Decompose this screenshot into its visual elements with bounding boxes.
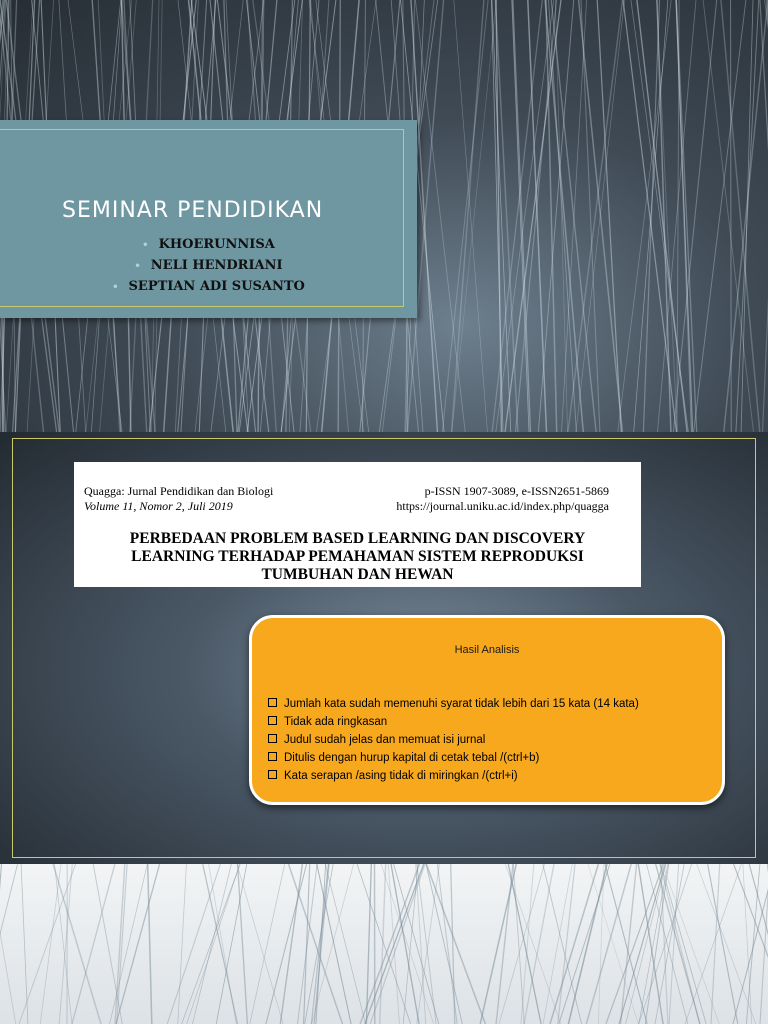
checklist-text: Kata serapan /asing tidak di miringkan /(ctrl+i): [284, 770, 518, 782]
decorative-line: [760, 864, 768, 1024]
decorative-line: [586, 864, 631, 1024]
member-name: KHOERUNNISA: [158, 237, 275, 252]
decorative-line: [492, 0, 542, 432]
decorative-line: [588, 864, 639, 1024]
decorative-line: [721, 0, 760, 432]
bullet-icon: •: [142, 240, 149, 251]
member-name: SEPTIAN ADI SUSANTO: [128, 279, 305, 294]
decorative-line: [116, 864, 160, 1024]
paper-title-line: PERBEDAAN PROBLEM BASED LEARNING DAN DISCOVERY: [129, 530, 586, 547]
decorative-line: [55, 864, 73, 1024]
decorative-line: [639, 864, 668, 1024]
member-item: [0, 234, 417, 255]
decorative-line: [117, 864, 127, 1024]
checkbox-icon: [268, 752, 277, 761]
decorative-line: [178, 864, 187, 1024]
next-slide-preview[interactable]: [0, 864, 768, 1024]
decorative-line: [746, 864, 760, 1024]
decorative-line: [656, 864, 700, 1024]
decorative-line: [280, 864, 302, 1024]
paper-title-line: LEARNING TERHADAP PEMAHAMAN SISTEM REPRODUKSI: [131, 548, 584, 565]
bullet-icon: •: [134, 261, 141, 272]
checkbox-icon: [268, 716, 277, 725]
decorative-line: [657, 0, 671, 432]
decorative-lines: [0, 864, 768, 1024]
decorative-line: [381, 864, 434, 1024]
decorative-line: [505, 864, 561, 1024]
checklist-item: [268, 767, 639, 785]
decorative-line: [524, 864, 554, 1024]
checklist-text: Tidak ada ringkasan: [284, 716, 388, 728]
member-name: NELI HENDRIANI: [150, 258, 283, 273]
decorative-line: [581, 0, 600, 432]
decorative-line: [741, 0, 753, 432]
checkbox-icon: [268, 734, 277, 743]
decorative-line: [452, 0, 497, 432]
decorative-line: [452, 0, 484, 432]
decorative-line: [505, 0, 561, 432]
analysis-slide[interactable]: [0, 432, 768, 864]
member-item: [0, 276, 417, 297]
paper-title-line: TUMBUHAN DAN HEWAN: [261, 566, 454, 583]
checklist-text: Ditulis dengan hurup kapital di cetak tebal /(ctrl+b): [284, 752, 540, 764]
decorative-line: [148, 864, 152, 1024]
decorative-line: [562, 0, 587, 432]
journal-volume: Volume 11, Nomor 2, Juli 2019: [84, 499, 233, 513]
decorative-line: [643, 0, 659, 432]
bullet-icon: •: [112, 282, 119, 293]
decorative-line: [110, 864, 148, 1024]
decorative-line: [250, 864, 285, 1024]
decorative-line: [325, 864, 365, 1024]
decorative-line: [734, 864, 768, 1024]
slide-title: SEMINAR PENDIDIKAN: [62, 198, 324, 223]
decorative-line: [312, 864, 354, 1024]
decorative-line: [499, 864, 545, 1024]
decorative-line: [508, 864, 541, 1024]
decorative-line: [21, 864, 28, 1024]
member-item: [0, 255, 417, 276]
decorative-line: [442, 0, 488, 432]
decorative-line: [237, 864, 283, 1024]
decorative-line: [634, 0, 668, 432]
analysis-box: [249, 615, 725, 805]
analysis-title: Hasil Analisis: [454, 644, 520, 656]
checklist-item: [268, 749, 639, 767]
checklist-text: Jumlah kata sudah memenuhi syarat tidak lebih dari 15 kata (14 kata): [284, 698, 639, 710]
decorative-line: [568, 0, 623, 432]
journal-header-image: [74, 462, 641, 587]
analysis-checklist: [268, 695, 639, 785]
title-slide[interactable]: [0, 0, 768, 432]
journal-name: Quagga: Jurnal Pendidikan dan Biologi: [84, 484, 274, 498]
decorative-line: [0, 864, 18, 1024]
journal-issn: p-ISSN 1907-3089, e-ISSN2651-5869: [424, 484, 609, 498]
decorative-line: [426, 864, 485, 1024]
decorative-line: [40, 864, 61, 1024]
decorative-line: [115, 864, 125, 1024]
decorative-line: [380, 864, 386, 1024]
checkbox-icon: [268, 770, 277, 779]
decorative-line: [316, 864, 326, 1024]
decorative-line: [415, 0, 465, 432]
member-list: [0, 234, 417, 297]
checklist-item: [268, 731, 639, 749]
decorative-line: [437, 864, 457, 1024]
decorative-line: [551, 0, 596, 432]
decorative-line: [528, 0, 547, 432]
decorative-line: [0, 864, 2, 1024]
decorative-line: [426, 864, 462, 1024]
checkbox-icon: [268, 698, 277, 707]
paper-title: [74, 530, 641, 584]
checklist-item: [268, 695, 639, 713]
journal-url: https://journal.uniku.ac.id/index.php/quagga: [396, 499, 609, 513]
decorative-line: [496, 0, 554, 432]
checklist-text: Judul sudah jelas dan memuat isi jurnal: [284, 734, 486, 746]
decorative-line: [357, 864, 411, 1024]
decorative-line: [555, 0, 567, 432]
decorative-line: [521, 864, 534, 1024]
decorative-line: [694, 0, 746, 432]
checklist-item: [268, 713, 639, 731]
decorative-line: [59, 864, 72, 1024]
decorative-line: [543, 864, 582, 1024]
decorative-line: [0, 864, 16, 1024]
